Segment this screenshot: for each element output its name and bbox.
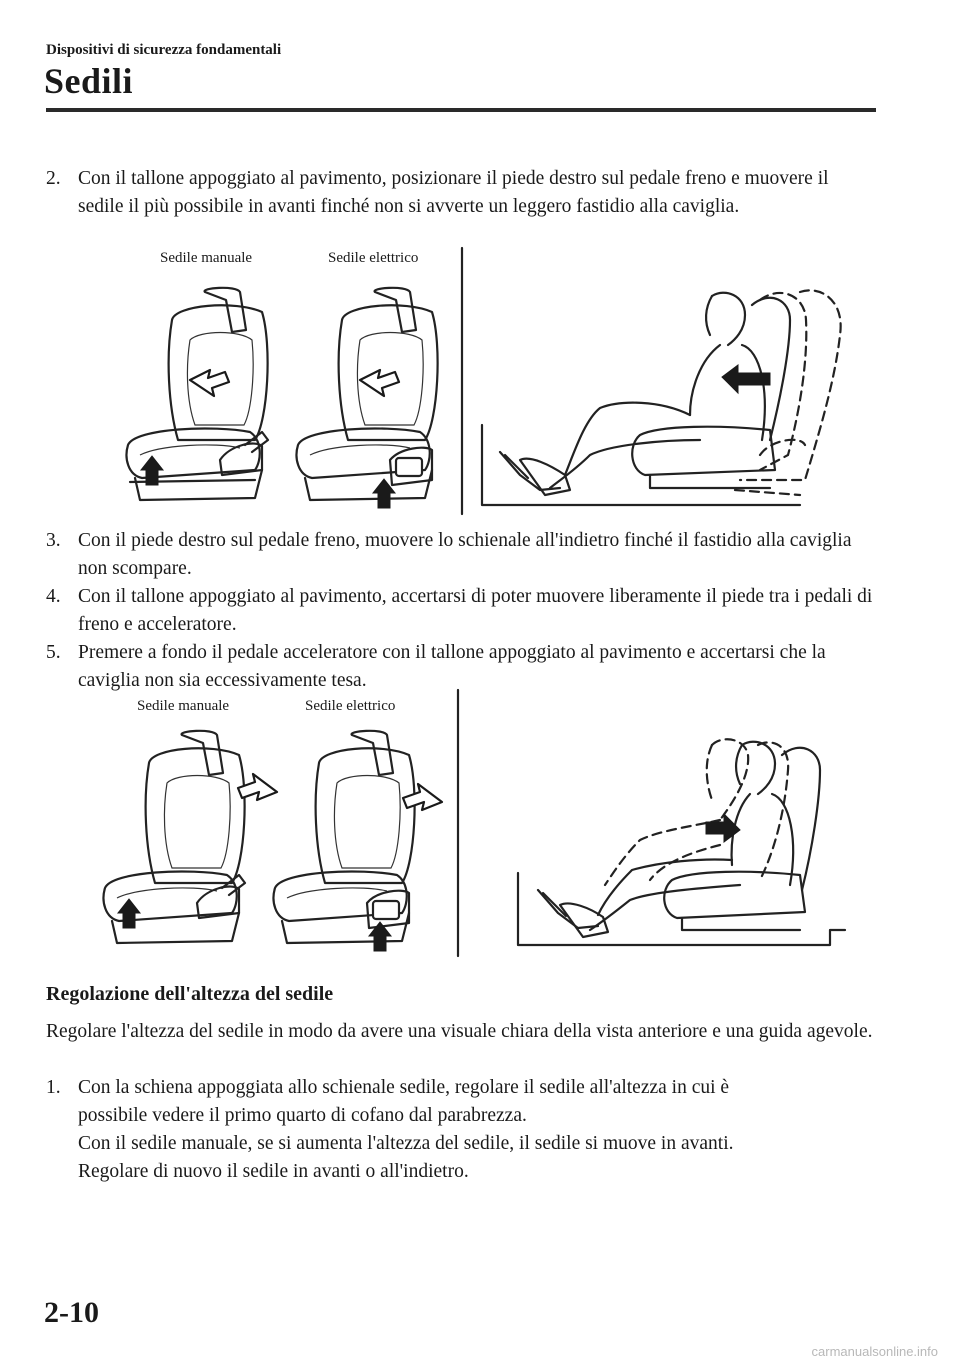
step-text: Con il tallone appoggiato al pavimento, posizionare il piede destro sul pedale freno e muovere il sedile il più possibile in avanti finché non si avverte un leggero fastidio alla caviglia. [78, 168, 829, 217]
figure1-caption-electric: Sedile elettrico [328, 250, 419, 266]
figure2-caption-electric: Sedile elettrico [305, 698, 396, 714]
step-text-line: Regolare di nuovo il sedile in avanti o all'indietro. [78, 1161, 469, 1182]
step-text: Premere a fondo il pedale acceleratore con il tallone appoggiato al pavimento e accertarsi che la caviglia non sia eccessivamente tesa. [78, 642, 826, 691]
page-number: 2-10 [44, 1296, 99, 1329]
step-number: 5. [46, 642, 61, 663]
section-intro: Regolare l'altezza del sedile in modo da avere una visuale chiara della vista anteriore e una guida agevole. [46, 1021, 873, 1042]
manual-seat-icon [104, 731, 277, 943]
driver-seat-back-scene [518, 739, 845, 945]
step-text: Con il piede destro sul pedale freno, muovere lo schienale all'indietro finché il fastidio alla caviglia non scompare. [78, 530, 852, 579]
figure2-caption-manual: Sedile manuale [137, 698, 230, 714]
step-text-line: Con la schiena appoggiata allo schienale sedile, regolare il sedile all'altezza in cui è [78, 1077, 730, 1098]
electric-seat-icon [274, 731, 442, 951]
step-number: 2. [46, 168, 61, 189]
step-number: 4. [46, 586, 61, 607]
step-number: 3. [46, 530, 61, 551]
page-title: Sedili [44, 61, 134, 101]
watermark: carmanualsonline.info [811, 1344, 938, 1359]
section-heading: Regolazione dell'altezza del sedile [46, 983, 334, 1005]
step-1 [46, 1074, 906, 1186]
figure1-caption-manual: Sedile manuale [160, 250, 253, 266]
step-text-line: possibile vedere il primo quarto di cofano dal parabrezza. [78, 1105, 527, 1126]
step-number: 1. [46, 1077, 61, 1098]
step-text: Con il tallone appoggiato al pavimento, accertarsi di poter muovere liberamente il piede tra i pedali di freno e acceleratore. [78, 586, 873, 635]
section-label: Dispositivi di sicurezza fondamentali [46, 42, 282, 58]
step-text-line: Con il sedile manuale, se si aumenta l'altezza del sedile, il sedile si muove in avanti. [78, 1133, 734, 1154]
